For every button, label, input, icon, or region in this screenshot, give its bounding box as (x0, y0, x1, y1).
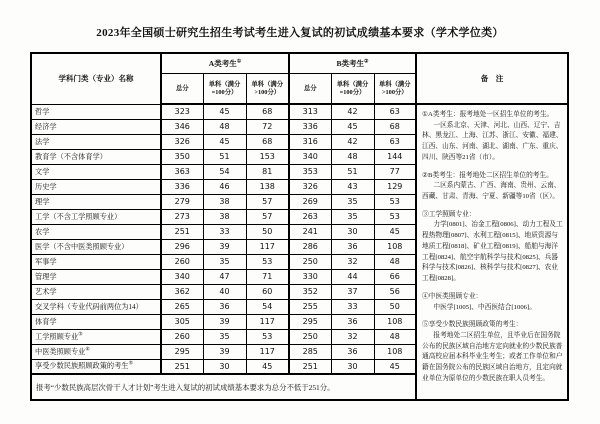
subject-name: 工学照顾专业③ (31, 329, 161, 344)
score-cell: 38 (203, 194, 246, 209)
score-table (30, 52, 569, 401)
score-cell: 53 (246, 254, 289, 269)
subject-name: 工学（不含工学照顾专业） (31, 209, 161, 224)
score-cell: 45 (374, 224, 416, 239)
score-cell: 269 (289, 194, 331, 209)
remark-paragraph: ⑤享受少数民族照顾政策的考生： (422, 321, 523, 329)
subject-name: 哲学 (31, 104, 161, 119)
score-cell: 108 (374, 344, 416, 359)
score-cell: 340 (289, 149, 331, 164)
score-cell: 63 (374, 104, 416, 119)
table-body (31, 104, 568, 400)
score-cell: 362 (161, 284, 203, 299)
score-cell: 353 (289, 164, 331, 179)
score-cell: 260 (161, 254, 203, 269)
score-cell: 296 (161, 239, 203, 254)
score-cell: 326 (289, 179, 331, 194)
score-cell: 33 (331, 299, 374, 314)
score-cell: 295 (289, 314, 331, 329)
score-cell: 45 (203, 104, 246, 119)
footnote-mark: ③ (78, 332, 83, 338)
table-row (31, 104, 568, 119)
score-cell: 53 (374, 194, 416, 209)
score-cell: 33 (203, 224, 246, 239)
remark-paragraph: ②B类考生：报考地处二区招生单位的考生。 (422, 171, 553, 179)
score-cell: 251 (161, 359, 203, 374)
column-header-group-b (289, 53, 416, 74)
score-cell: 251 (161, 224, 203, 239)
score-cell: 279 (161, 194, 203, 209)
score-cell: 330 (289, 269, 331, 284)
score-cell: 313 (289, 104, 331, 119)
subject-name: 教育学（不含体育学） (31, 149, 161, 164)
score-cell: 51 (331, 164, 374, 179)
score-cell: 336 (289, 119, 331, 134)
score-cell: 117 (246, 239, 289, 254)
remark-paragraph: 力学[0801]、冶金工程[0806]、动力工程及工程热物理[0807]、水利工程[0815]、地质资源与地质工程[0818]、矿业工程[0819]、船舶与海洋工程[0824]、航空宇航科学与技术[0825]、兵器科学与技术[0826]、核科学与技术[0827]、农业工程[0828]。 (422, 221, 563, 283)
score-cell: 108 (374, 314, 416, 329)
special-plan-note: 报考“少数民族高层次骨干人才计划”考生进入复试的初试成绩基本要求为总分不低于251分。 (31, 374, 416, 400)
score-cell: 336 (161, 179, 203, 194)
score-cell: 54 (246, 299, 289, 314)
score-cell: 50 (374, 299, 416, 314)
score-cell: 153 (246, 149, 289, 164)
score-cell: 36 (331, 314, 374, 329)
score-cell: 53 (246, 329, 289, 344)
score-cell: 45 (246, 359, 289, 374)
score-cell: 265 (161, 299, 203, 314)
group-a-label: A类考生 (208, 59, 237, 68)
group-a-footnote-mark: ① (236, 59, 242, 65)
group-b-label: B类考生 (336, 59, 365, 68)
score-cell: 36 (203, 299, 246, 314)
table-header (31, 53, 568, 104)
remark-paragraph: 二区系内蒙古、广西、海南、贵州、云南、西藏、甘肃、青海、宁夏、新疆等10省（区）。 (422, 182, 561, 201)
score-cell: 273 (161, 209, 203, 224)
score-cell: 346 (161, 119, 203, 134)
subject-name: 法学 (31, 134, 161, 149)
score-cell: 66 (374, 269, 416, 284)
score-cell: 286 (289, 239, 331, 254)
score-cell: 48 (374, 254, 416, 269)
score-cell: 363 (161, 164, 203, 179)
score-cell: 129 (374, 179, 416, 194)
score-cell: 45 (331, 119, 374, 134)
score-cell: 251 (289, 359, 331, 374)
score-cell: 39 (203, 344, 246, 359)
score-cell: 40 (203, 284, 246, 299)
score-cell: 35 (203, 329, 246, 344)
subject-name: 享受少数民族照顾政策的考生⑤ (31, 359, 161, 374)
score-cell: 108 (374, 239, 416, 254)
score-cell: 42 (331, 134, 374, 149)
score-cell: 35 (331, 209, 374, 224)
score-cell: 295 (161, 344, 203, 359)
score-cell: 32 (331, 329, 374, 344)
score-cell: 340 (161, 269, 203, 284)
footnote-mark: ④ (85, 347, 90, 353)
remark-paragraph: 中医学[1005]、中西医结合[1006]。 (433, 303, 536, 311)
score-cell: 305 (161, 314, 203, 329)
score-cell: 323 (161, 104, 203, 119)
column-header-b-total: 总分 (289, 74, 331, 105)
score-cell: 71 (246, 269, 289, 284)
subject-name: 中医类照顾专业④ (31, 344, 161, 359)
score-cell: 42 (331, 104, 374, 119)
score-cell: 250 (289, 329, 331, 344)
score-cell: 30 (331, 359, 374, 374)
score-cell: 30 (331, 224, 374, 239)
score-cell: 35 (203, 254, 246, 269)
score-cell: 117 (246, 344, 289, 359)
score-cell: 50 (246, 224, 289, 239)
score-cell: 30 (203, 359, 246, 374)
score-cell: 45 (374, 359, 416, 374)
column-header-group-a (161, 53, 289, 74)
score-cell: 51 (203, 149, 246, 164)
score-cell: 54 (203, 164, 246, 179)
score-cell: 32 (331, 254, 374, 269)
column-header-a-total: 总分 (161, 74, 203, 105)
score-cell: 77 (374, 164, 416, 179)
score-cell: 37 (331, 284, 374, 299)
subject-name: 军事学 (31, 254, 161, 269)
group-b-footnote-mark: ② (364, 59, 369, 65)
subject-name: 体育学 (31, 314, 161, 329)
score-cell: 285 (289, 344, 331, 359)
score-cell: 68 (246, 134, 289, 149)
score-cell: 352 (289, 284, 331, 299)
score-cell: 57 (246, 194, 289, 209)
column-header-a-single100: 单科（满分 =100分） (203, 74, 246, 105)
score-cell: 117 (246, 314, 289, 329)
score-cell: 35 (331, 194, 374, 209)
footnote-mark: ⑤ (128, 361, 133, 367)
score-cell: 36 (331, 239, 374, 254)
subject-name: 理学 (31, 194, 161, 209)
score-cell: 56 (374, 284, 416, 299)
column-header-b-single-over100: 单科（满分 >100分） (374, 74, 416, 105)
remark-paragraph: ③工学照顾专业： (422, 210, 476, 218)
score-cell: 263 (289, 209, 331, 224)
score-cell: 45 (203, 134, 246, 149)
subject-name: 农学 (31, 224, 161, 239)
subject-name: 医学（不含中医类照顾专业） (31, 239, 161, 254)
score-cell: 43 (331, 179, 374, 194)
score-cell: 48 (331, 149, 374, 164)
remark-paragraph: 报考地处二区招生单位，且毕业后在国务院公布的民族区域自治地方定向就业的少数民族普通高校应届本科毕业生考生；或者工作单位和户籍在国务院公布的民族区域自治地方，且定向就业单位为原单位的少数民族在职人员考生。 (422, 331, 563, 382)
subject-name: 历史学 (31, 179, 161, 194)
score-cell: 144 (374, 149, 416, 164)
subject-name: 管理学 (31, 269, 161, 284)
score-cell: 44 (331, 269, 374, 284)
column-header-subject: 学科门类（专业）名称 (31, 53, 161, 104)
score-cell: 138 (246, 179, 289, 194)
remark-paragraph: 一区系北京、天津、河北、山西、辽宁、吉林、黑龙江、上海、江苏、浙江、安徽、福建、江西、山东、河南、湖北、湖南、广东、重庆、四川、陕西等21省（市）。 (422, 121, 563, 161)
score-cell: 63 (374, 134, 416, 149)
score-cell: 47 (203, 269, 246, 284)
score-cell: 250 (289, 254, 331, 269)
score-cell: 241 (289, 224, 331, 239)
score-cell: 68 (374, 119, 416, 134)
score-cell: 38 (203, 209, 246, 224)
column-header-remarks: 备 注 (416, 53, 568, 104)
score-cell: 39 (203, 314, 246, 329)
score-cell: 316 (289, 134, 331, 149)
remark-paragraph: ①A类考生：报考地处一区招生单位的考生。 (422, 111, 554, 118)
score-cell: 68 (246, 104, 289, 119)
subject-name: 交叉学科（专业代码前两位为14） (31, 299, 161, 314)
score-cell: 39 (203, 239, 246, 254)
score-cell: 60 (246, 284, 289, 299)
remarks-cell (416, 104, 568, 400)
subject-name: 经济学 (31, 119, 161, 134)
score-cell: 350 (161, 149, 203, 164)
score-cell: 48 (374, 329, 416, 344)
score-cell: 255 (289, 299, 331, 314)
score-cell: 36 (331, 344, 374, 359)
subject-name: 文学 (31, 164, 161, 179)
score-cell: 260 (161, 329, 203, 344)
subject-name: 艺术学 (31, 284, 161, 299)
remark-paragraph: ④中医类照顾专业： (422, 292, 483, 300)
score-cell: 48 (203, 119, 246, 134)
score-cell: 53 (374, 209, 416, 224)
score-cell: 46 (203, 179, 246, 194)
page-title: 2023年全国硕士研究生招生考试考生进入复试的初试成绩基本要求（学术学位类） (96, 27, 504, 39)
score-cell: 326 (161, 134, 203, 149)
column-header-b-single100: 单科（满分 =100分） (331, 74, 374, 105)
score-cell: 72 (246, 119, 289, 134)
header-row-groups (31, 53, 568, 74)
score-cell: 57 (246, 209, 289, 224)
column-header-a-single-over100: 单科（满分 >100分） (246, 74, 289, 105)
score-cell: 81 (246, 164, 289, 179)
